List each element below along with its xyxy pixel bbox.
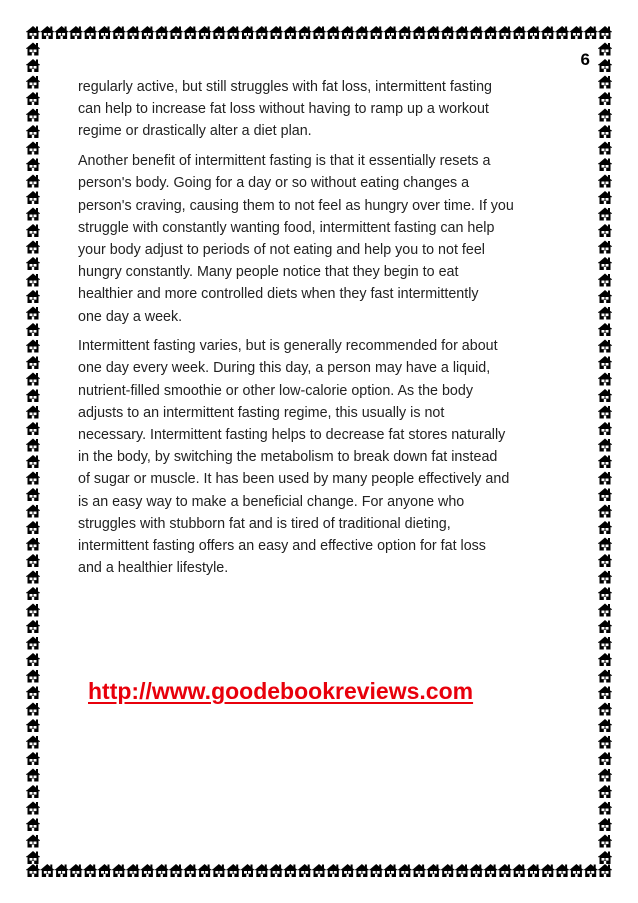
house-icon [26,802,40,815]
house-icon [598,439,612,452]
house-icon [40,26,54,39]
house-icon [26,257,40,270]
house-icon [598,208,612,221]
house-icon [26,406,40,419]
house-icon [598,620,612,633]
house-icon [512,864,526,877]
house-icon [26,521,40,534]
house-icon [26,620,40,633]
house-icon [598,389,612,402]
house-icon [598,505,612,518]
house-icon [598,769,612,782]
house-icon [584,26,598,39]
house-icon [241,864,255,877]
house-icon [26,604,40,617]
house-icon [26,488,40,501]
house-icon [26,835,40,848]
house-icon [598,835,612,848]
house-icon [341,864,355,877]
text-line: hungry constantly. Many people notice that they begin to eat [78,264,459,281]
house-icon [598,637,612,650]
house-icon [26,208,40,221]
house-icon [569,864,583,877]
house-icon [26,653,40,666]
house-icon [298,26,312,39]
house-icon [40,864,54,877]
house-icon [26,587,40,600]
house-icon [598,76,612,89]
house-icon [598,670,612,683]
house-icon [527,864,541,877]
text-line: adjusts to an intermittent fasting regime, this usually is not [78,404,445,421]
house-icon [212,26,226,39]
house-icon [598,158,612,171]
text-line: struggle with constantly wanting food, intermittent fasting can help [78,219,495,236]
house-icon [26,340,40,353]
house-icon [26,637,40,650]
house-icon [598,736,612,749]
house-icon [455,26,469,39]
text-line: person's craving, causing them to not feel as hungry over time. If you [78,197,514,214]
house-icon [26,818,40,831]
house-icon [598,307,612,320]
house-icon [26,670,40,683]
house-icon [26,686,40,699]
house-icon [598,92,612,105]
house-icon [26,554,40,567]
house-icon [26,142,40,155]
house-icon [26,356,40,369]
house-icon [55,26,69,39]
text-line: nutrient-filled smoothie or other low-calorie option. As the body [78,382,473,399]
house-icon [527,26,541,39]
house-icon [398,26,412,39]
paragraph-2 [78,150,570,328]
house-icon [226,864,240,877]
house-icon [155,26,169,39]
house-icon [26,274,40,287]
house-icon [598,43,612,56]
house-icon [298,864,312,877]
text-line: struggles with stubborn fat and is tired of traditional dieting, [78,515,451,532]
house-icon [26,92,40,105]
house-icon [541,864,555,877]
house-icon [598,851,612,864]
house-icon [598,290,612,303]
house-icon [26,719,40,732]
text-line: is an easy way to make a beneficial change. For anyone who [78,493,465,510]
house-icon [183,864,197,877]
house-icon [26,785,40,798]
house-icon [598,752,612,765]
house-icon [598,340,612,353]
house-icon [598,488,612,501]
house-icon [469,26,483,39]
house-icon [312,26,326,39]
house-icon [598,406,612,419]
paragraph-1 [78,76,570,143]
house-icon [69,864,83,877]
house-icon [26,158,40,171]
body-text [78,76,570,587]
house-icon [598,604,612,617]
house-icon [598,818,612,831]
house-icon [484,26,498,39]
house-icon [455,864,469,877]
house-icon [26,422,40,435]
text-line: can help to increase fat loss without having to ramp up a workout [78,101,489,118]
house-icon [26,26,40,39]
house-icon [412,26,426,39]
house-icon [283,26,297,39]
text-line: healthier and more controlled diets when they fast intermittently [78,286,479,303]
house-icon [598,356,612,369]
house-icon [26,109,40,122]
house-icon [198,26,212,39]
house-icon [598,554,612,567]
text-line: Intermittent fasting varies, but is generally recommended for about [78,338,498,355]
house-icon [441,864,455,877]
house-icon [541,26,555,39]
text-line: one day a week. [78,308,183,325]
house-icon [98,26,112,39]
paragraph-3 [78,335,570,579]
text-line: regularly active, but still struggles with fat loss, intermittent fasting [78,79,492,95]
house-icon [26,769,40,782]
house-icon [426,864,440,877]
house-icon [598,538,612,551]
house-icon [341,26,355,39]
house-icon [26,455,40,468]
house-icon [183,26,197,39]
house-icon [140,864,154,877]
house-icon [369,26,383,39]
house-icon [226,26,240,39]
house-icon [598,109,612,122]
house-icon [569,26,583,39]
house-icon [26,864,40,877]
house-icon [598,864,612,877]
house-icon [326,864,340,877]
house-icon [26,224,40,237]
house-icon [384,26,398,39]
house-icon [598,26,612,39]
house-icon [26,43,40,56]
house-icon [83,864,97,877]
house-icon [255,864,269,877]
house-icon [98,864,112,877]
text-line: your body adjust to periods of not eating and help you to not feel [78,241,485,258]
house-icon [155,864,169,877]
house-icon [598,142,612,155]
house-icon [126,864,140,877]
house-icon [26,538,40,551]
house-icon [69,26,83,39]
text-line: regime or drastically alter a diet plan. [78,123,312,140]
house-icon [112,864,126,877]
house-icon [140,26,154,39]
house-icon [26,752,40,765]
house-icon [112,26,126,39]
house-icon [598,785,612,798]
house-icon [598,257,612,270]
house-icon [384,864,398,877]
text-line: of sugar or muscle. It has been used by many people effectively and [78,471,510,488]
house-icon [212,864,226,877]
house-icon [512,26,526,39]
house-icon [398,864,412,877]
house-icon [598,125,612,138]
text-line: necessary. Intermittent fasting helps to decrease fat stores naturally [78,427,506,444]
house-icon [598,224,612,237]
house-icon [598,373,612,386]
house-icon [369,864,383,877]
house-icon [498,26,512,39]
text-line: Another benefit of intermittent fasting is that it essentially resets a [78,153,491,170]
house-icon [255,26,269,39]
house-icon [469,864,483,877]
text-line: in the body, by switching the metabolism to break down fat instead [78,449,498,466]
house-icon [598,802,612,815]
house-icon [598,703,612,716]
house-icon [26,736,40,749]
house-icon [169,26,183,39]
house-icon [598,521,612,534]
house-icon [326,26,340,39]
house-icon [598,455,612,468]
page-number: 6 [580,50,590,69]
house-icon [26,571,40,584]
house-icon [598,686,612,699]
house-icon [355,26,369,39]
house-icon [26,191,40,204]
house-icon [198,864,212,877]
house-icon [283,864,297,877]
house-icon [26,290,40,303]
house-icon [169,864,183,877]
house-icon [555,26,569,39]
house-icon [598,323,612,336]
text-line: person's body. Going for a day or so without eating changes a [78,175,470,192]
house-icon [426,26,440,39]
house-icon [26,389,40,402]
house-icon [355,864,369,877]
house-icon [598,191,612,204]
house-icon [441,26,455,39]
house-icon [55,864,69,877]
house-icon [484,864,498,877]
house-icon [126,26,140,39]
house-icon [26,439,40,452]
house-icon [26,703,40,716]
text-line: intermittent fasting offers an easy and effective option for fat loss [78,538,486,555]
house-icon [26,373,40,386]
house-icon [26,241,40,254]
house-icon [83,26,97,39]
house-icon [412,864,426,877]
house-icon [269,26,283,39]
house-icon [598,175,612,188]
house-icon [26,175,40,188]
house-icon [26,76,40,89]
house-icon [26,472,40,485]
house-icon [26,851,40,864]
house-icon [598,587,612,600]
house-icon [26,323,40,336]
house-icon [498,864,512,877]
house-icon [584,864,598,877]
house-icon [598,422,612,435]
house-icon [598,571,612,584]
house-icon [26,307,40,320]
house-icon [598,719,612,732]
house-icon [598,59,612,72]
house-icon [598,472,612,485]
house-icon [312,864,326,877]
house-icon [598,241,612,254]
house-icon [26,125,40,138]
house-icon [555,864,569,877]
house-icon [26,59,40,72]
website-link[interactable]: http://www.goodebookreviews.com [88,678,474,704]
text-line: and a healthier lifestyle. [78,560,229,577]
house-icon [26,505,40,518]
text-line: one day every week. During this day, a person may have a liquid, [78,360,491,377]
house-icon [598,653,612,666]
house-icon [269,864,283,877]
house-icon [241,26,255,39]
house-icon [598,274,612,287]
